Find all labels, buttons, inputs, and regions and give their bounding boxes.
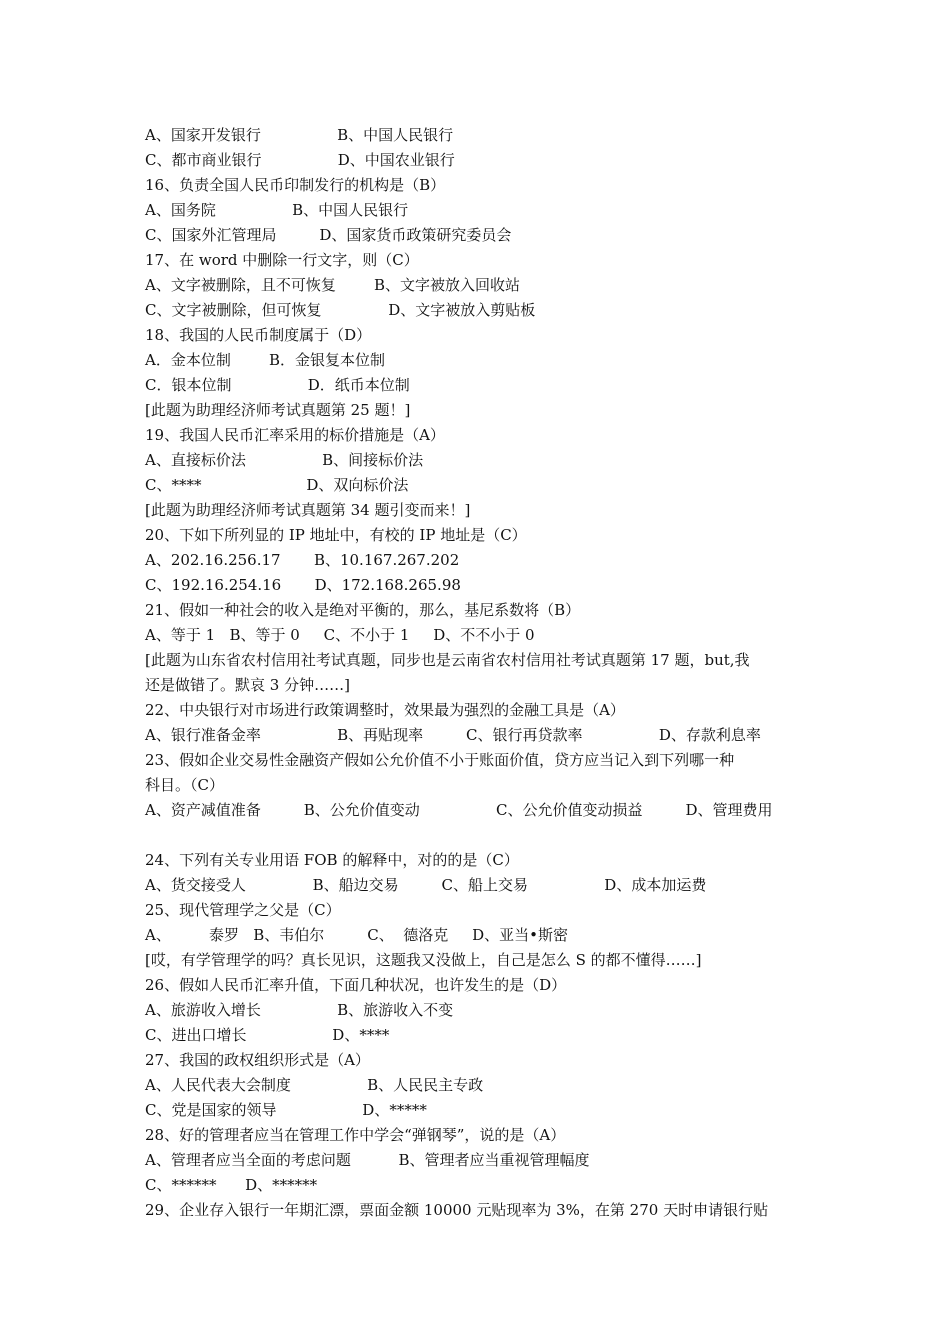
text-line: A、银行准备金率 B、再贴现率 C、银行再贷款率 D、存款利息率 — [145, 726, 761, 744]
text-line: C．银本位制 D．纸币本位制 — [145, 376, 410, 394]
question-line: 23、假如企业交易性金融资产假如公允价值不小于账面价值，贷方应当记入到下列哪一种 — [145, 751, 735, 769]
text-line: A、直接标价法 B、间接标价法 — [145, 451, 424, 469]
text-line: A、资产减值准备 B、公允价值变动 C、公允价值变动损益 D、管理费用 — [145, 801, 773, 819]
question-line: 18、我国的人民币制度属于（D） — [145, 326, 372, 344]
question-line: 22、中央银行对市场进行政策调整时，效果最为强烈的金融工具是（A） — [145, 701, 625, 719]
question-line: 16、负责全国人民币印制发行的机构是（B） — [145, 176, 446, 194]
text-line: A、国家开发银行 B、中国人民银行 — [145, 126, 454, 144]
text-line: A、文字被删除，且不可恢复 B、文字被放入回收站 — [145, 276, 521, 294]
text-line: A、202.16.256.17 B、10.167.267.202 — [145, 551, 460, 569]
question-line: 27、我国的政权组织形式是（A） — [145, 1051, 370, 1069]
note-line: 还是做错了。默哀 3 分钟……] — [145, 676, 350, 694]
question-line: 20、下如下所列显的 IP 地址中，有校的 IP 地址是（C） — [145, 526, 527, 544]
text-line: C、进出口增长 D、**** — [145, 1026, 390, 1044]
text-line: C、文字被删除，但可恢复 D、文字被放入剪贴板 — [145, 301, 536, 319]
question-line: 29、企业存入银行一年期汇漂，票面金额 10000 元贴现率为 3%，在第 270 天时申请银行贴 — [145, 1201, 769, 1219]
text-line: A、旅游收入增长 B、旅游收入不变 — [145, 1001, 454, 1019]
text-line: C、国家外汇管理局 D、国家货币政策研究委员会 — [145, 226, 512, 244]
note-line: [此题为助理经济师考试真题第 34 题引变而来！] — [145, 501, 471, 519]
text-line: A、等于 1 B、等于 0 C、不小于 1 D、不不小于 0 — [145, 626, 535, 644]
question-line: 24、下列有关专业用语 FOB 的解释中，对的的是（C） — [145, 851, 519, 869]
question-line: 科目。（C） — [145, 776, 224, 794]
text-line: C、党是国家的领导 D、***** — [145, 1101, 427, 1119]
text-line: C、192.16.254.16 D、172.168.265.98 — [145, 576, 461, 594]
note-line: [此题为山东省农村信用社考试真题，同步也是云南省农村信用社考试真题第 17 题，but,我 — [145, 651, 750, 669]
text-line: A、国务院 B、中国人民银行 — [145, 201, 409, 219]
text-line: A、管理者应当全面的考虑问题 B、管理者应当重视管理幅度 — [145, 1151, 590, 1169]
text-line: C、都市商业银行 D、中国农业银行 — [145, 151, 455, 169]
question-line: 21、假如一种社会的收入是绝对平衡的，那么，基尼系数将（B） — [145, 601, 581, 619]
text-line: A、 泰罗 B、韦伯尔 C、 德洛克 D、亚当•斯密 — [145, 926, 568, 944]
note-line: [哎，有学管理学的吗？真长见识，这题我又没做上，自己是怎么 S 的都不懂得……] — [145, 951, 702, 969]
text-line: C、**** D、双向标价法 — [145, 476, 409, 494]
note-line: [此题为助理经济师考试真题第 25 题！] — [145, 401, 411, 419]
question-line: 17、在 word 中删除一行文字，则（C） — [145, 251, 419, 269]
text-line: C、****** D、****** — [145, 1176, 318, 1194]
text-line: A、货交接受人 B、船边交易 C、船上交易 D、成本加运费 — [145, 876, 707, 894]
text-line: A、人民代表大会制度 B、人民民主专政 — [145, 1076, 484, 1094]
text-line: A．金本位制 B．金银复本位制 — [145, 351, 386, 369]
question-line: 19、我国人民币汇率采用的标价措施是（A） — [145, 426, 445, 444]
question-line: 28、好的管理者应当在管理工作中学会“弹钢琴”，说的是（A） — [145, 1126, 566, 1144]
question-line: 26、假如人民币汇率升值，下面几种状况，也许发生的是（D） — [145, 976, 567, 994]
question-line: 25、现代管理学之父是（C） — [145, 901, 341, 919]
